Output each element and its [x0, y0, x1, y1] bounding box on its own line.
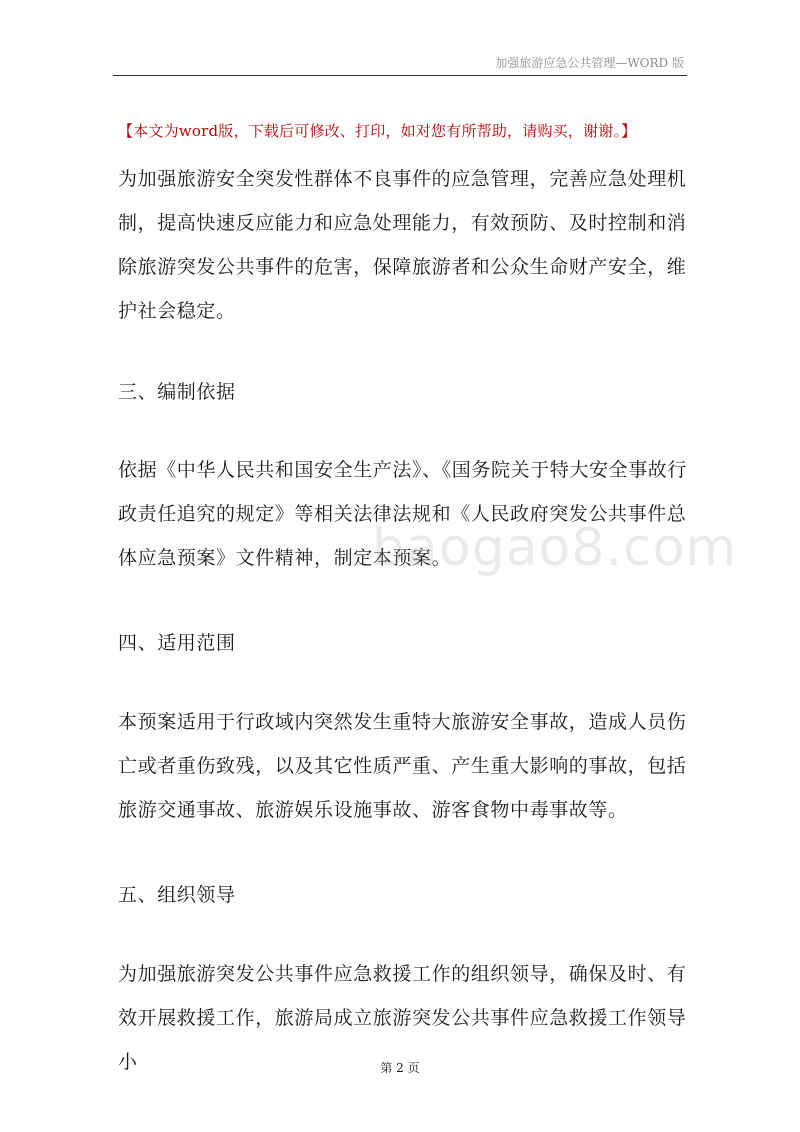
purchase-notice: 【本文为word版，下载后可修改、打印，如对您有所帮助，请购买，谢谢。】 [118, 122, 637, 140]
page-number: 第 2 页 [380, 1061, 420, 1075]
heading-section-5: 五、组织领导 [118, 884, 236, 906]
heading-section-4: 四、适用范围 [118, 632, 236, 654]
paragraph-purpose: 为加强旅游安全突发性群体不良事件的应急管理，完善应急处理机制，提高快速反应能力和应急处理能力，有效预防、及时控制和消除旅游突发公共事件的危害，保障旅游者和公众生命财产安全，维护社会稳定。 [118, 168, 687, 322]
paragraph-scope: 本预案适用于行政域内突然发生重特大旅游安全事故，造成人员伤亡或者重伤致残，以及其它性质严重、产生重大影响的事故，包括旅游交通事故、旅游娱乐设施事故、游客食物中毒事故等。 [118, 711, 687, 821]
heading-section-3: 三、编制依据 [118, 381, 236, 403]
running-header: 加强旅游应急公共管理—WORD 版 [495, 56, 684, 70]
paragraph-basis: 依据《中华人民共和国安全生产法》、《国务院关于特大安全事故行政责任追究的规定》等相关法律法规和《人民政府突发公共事件总体应急预案》文件精神，制定本预案。 [118, 459, 688, 569]
paragraph-leadership: 为加强旅游突发公共事件应急救援工作的组织领导，确保及时、有效开展救援工作，旅游局成立旅游突发公共事件应急救援工作领导小 [118, 963, 687, 1073]
watermark: baogao8.com [372, 518, 738, 578]
header-divider [113, 75, 687, 76]
